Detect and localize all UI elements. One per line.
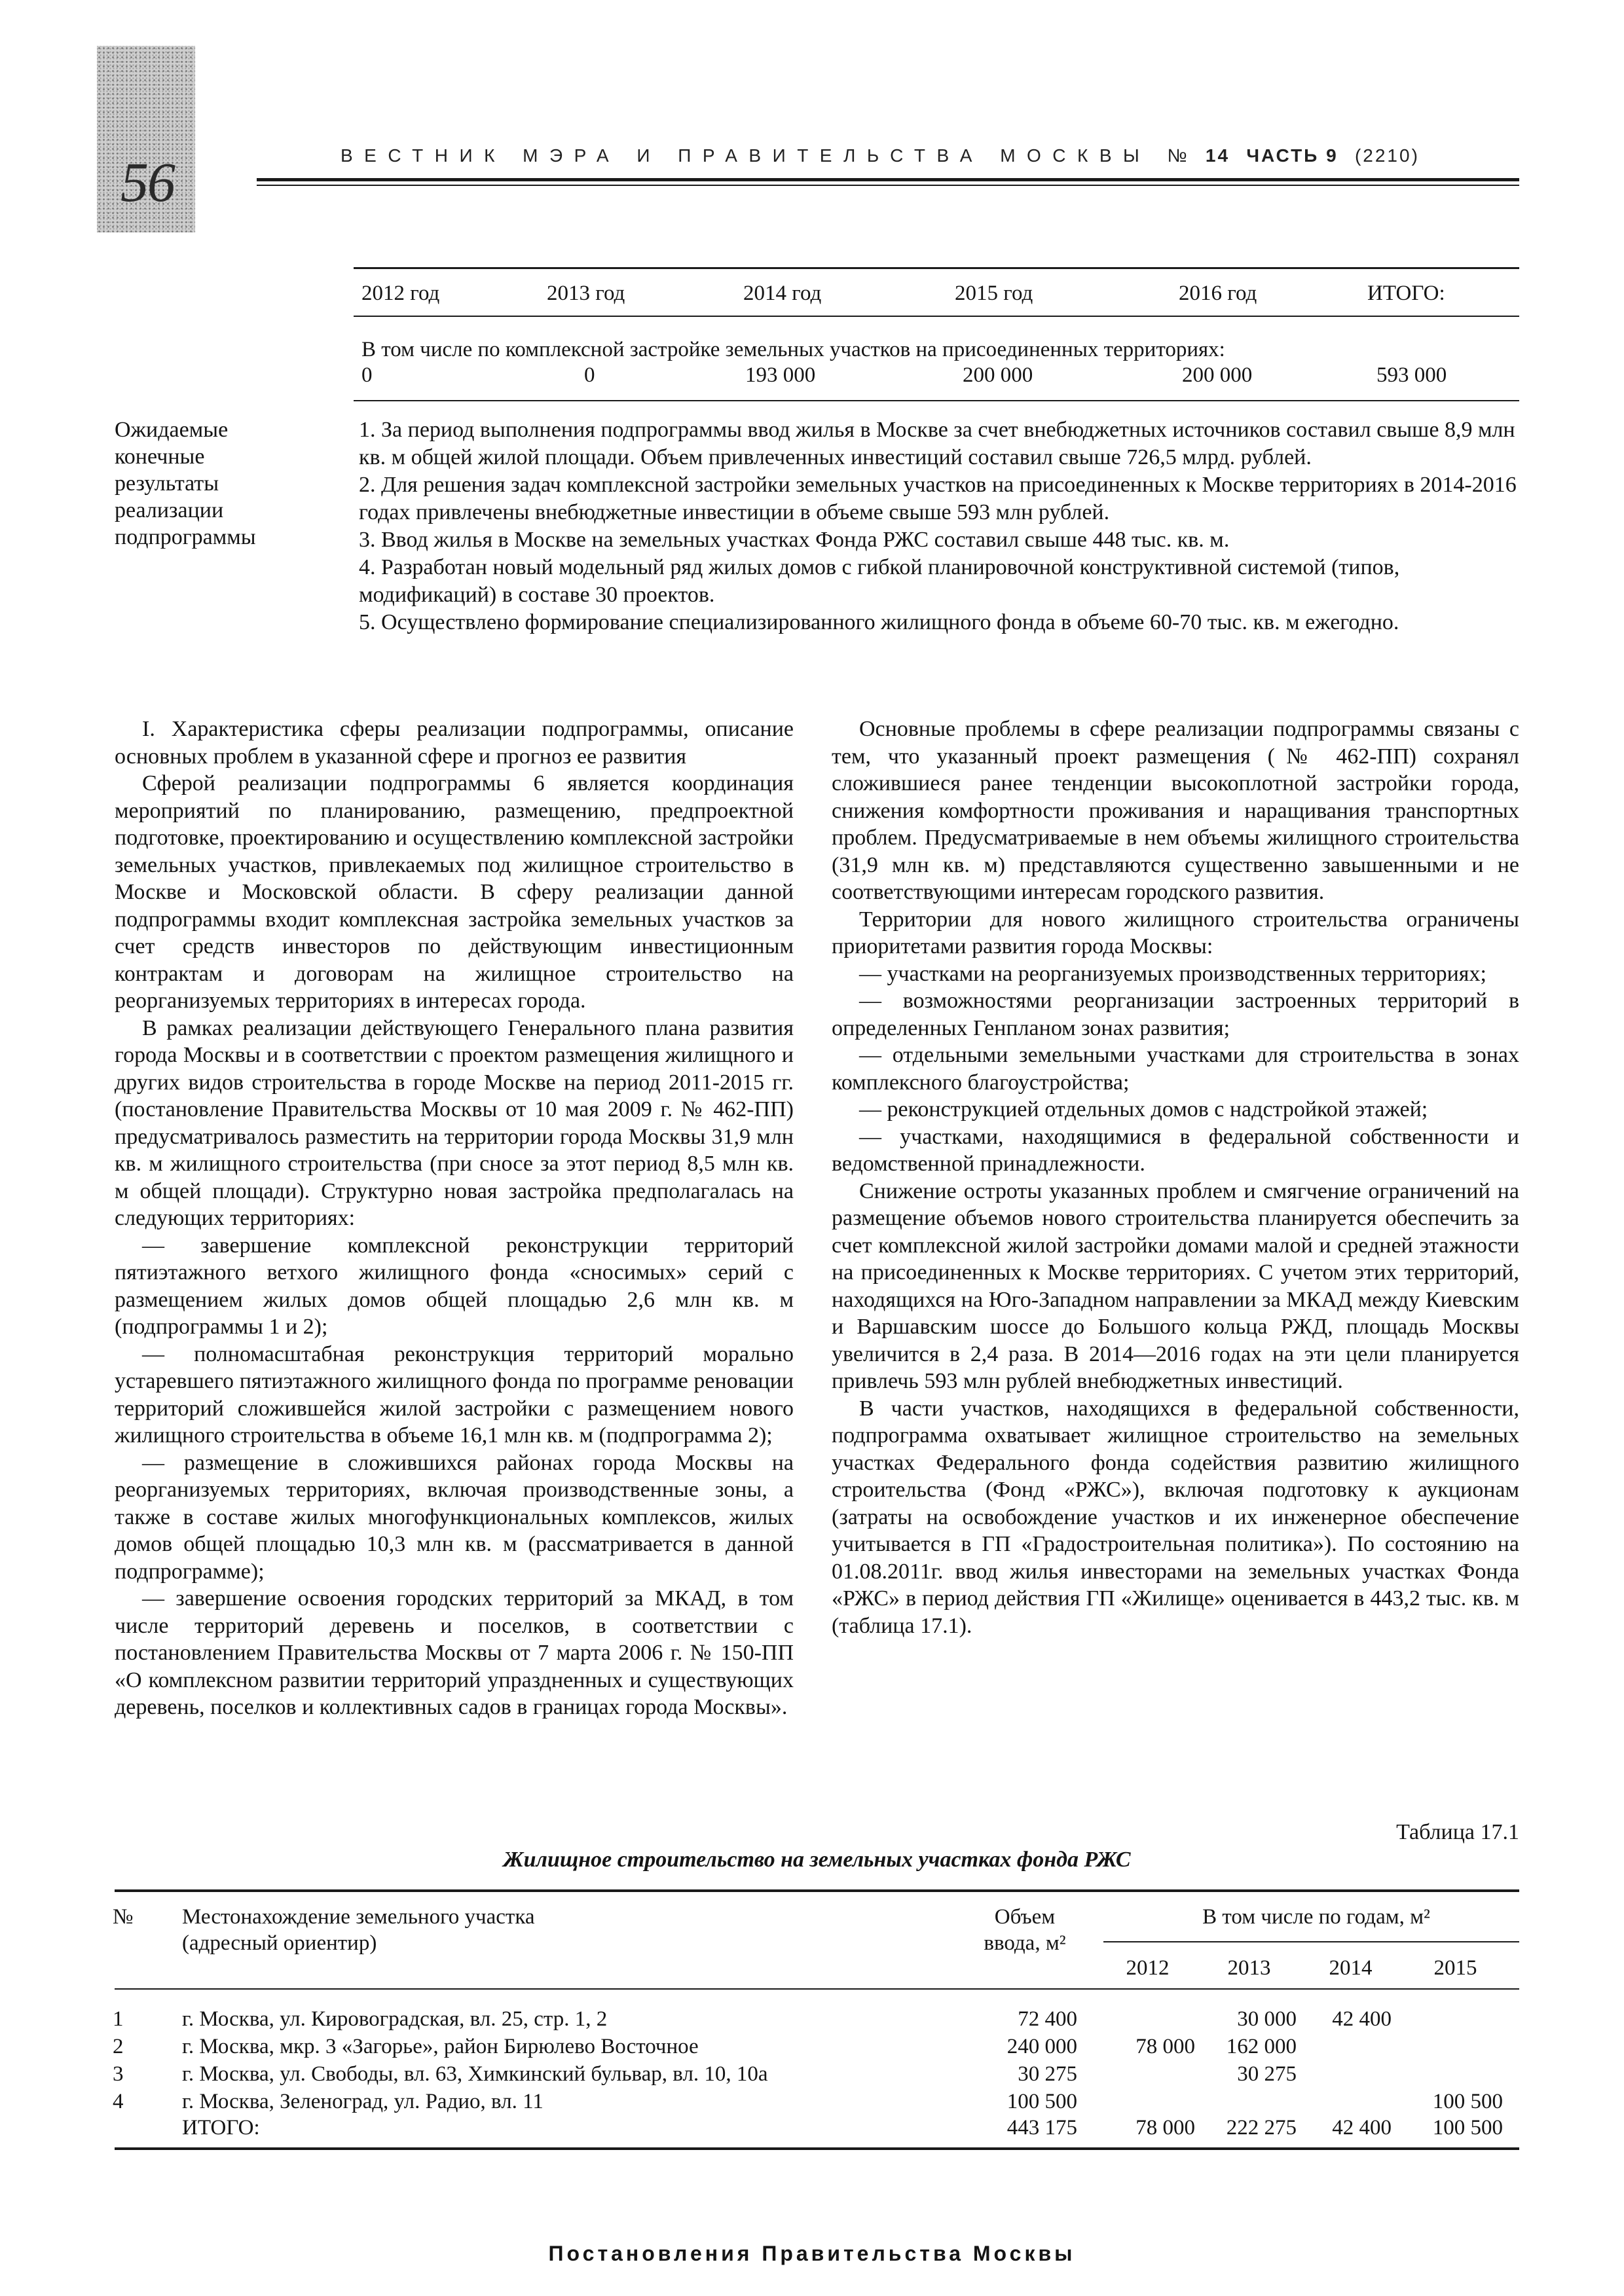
col-header-location-sub: (адресный ориентир) (182, 1931, 377, 1955)
paragraph: Снижение остроты указанных проблем и смягчение ограничений на размещение объемов нового строительства планируется обеспечить за счет комплексной жилой застройки домами малой и средней этажности на присоединенных к Москве территориях. С учетом этих территорий, находящихся на Юго-Западном направлении за МКАД между Киевским и Варшавским шоссе до Большого кольца РЖД, площадь Москвы увеличится в 2,4 раза. В 2014—2016 годах на эти цели планируется привлечь 593 млн рублей внебюджетных инвестиций. (832, 1178, 1519, 1393)
issue-part: ЧАСТЬ 9 (1246, 145, 1338, 166)
col-header-2015: 2015 (1433, 1956, 1477, 1980)
table-cell-2014: 42 400 (1332, 2007, 1392, 2031)
table-total-2013: 222 275 (1226, 2116, 1297, 2140)
col-header-no: № (113, 1905, 134, 1929)
table-total-2014: 42 400 (1332, 2116, 1392, 2140)
col-header-volume: Объем (994, 1905, 1056, 1929)
year-header-total: ИТОГО: (1367, 282, 1445, 305)
result-item: 5. Осуществлено формирование специализированного жилищного фонда в объеме 60-70 тыс. кв. м ежегодно. (359, 610, 1399, 634)
page-number: 56 (120, 151, 174, 213)
table-cell-volume: 240 000 (1006, 2035, 1077, 2058)
table-cell-no: 3 (113, 2062, 124, 2086)
list-item: — участками на реорганизуемых производственных территориях; (859, 961, 1486, 986)
year-header-2016: 2016 год (1179, 282, 1257, 305)
paragraph: Сферой реализации подпрограммы 6 является координация мероприятий по планированию, размещению, предпроектной подготовке, проектированию и осуществлению комплексной застройки земельных участков, привлекаемых под жилищное строительство в Москве и Московской области. В сферу реализации данной подпрограммы входит комплексная застройка земельных участков за счет средств инвесторов по действующим инвестиционным контрактам и договорам на жилищное строительство на реорганизуемых территориях в интересах города. (115, 771, 794, 1013)
table-total-label: ИТОГО: (182, 2116, 260, 2140)
table-bottom-rule (115, 2147, 1519, 2150)
table-number: Таблица 17.1 (1396, 1820, 1519, 1844)
paragraph: В рамках реализации действующего Генерального плана развития города Москвы и в соответствии с проектом размещения жилищного и других видов строительства в городе Москве на период 2011-2015 гг. (постановление Правительства Москвы от 10 мая 2009 г. № 462-ПП) предусматривалось разместить на территории города Москвы 31,9 млн кв. м жилищного строительства (при сносе за этот период 8,5 млн кв. м общей площади). Структурно новая застройка предполагалась на следующих территориях: (115, 1015, 794, 1230)
list-item: — участками, находящимися в федеральной собственности и ведомственной принадлежности. (832, 1124, 1519, 1176)
table-cell-location: г. Москва, мкр. 3 «Загорье», район Бирюлево Восточное (182, 2035, 699, 2058)
journal-title: ВЕСТНИК МЭРА И ПРАВИТЕЛЬСТВА МОСКВЫ (341, 145, 1151, 166)
list-item: — размещение в сложившихся районах города Москвы на реорганизуемых территориях, включая производственные зоны, а также в составе жилых многофункциональных комплексов, жилых домов общей площадью 10,3 млн кв. м (рассматривается в данной подпрограмме); (115, 1450, 794, 1584)
list-item: — завершение освоения городских территорий за МКАД, в том числе территорий деревень и поселков, в соответствии с постановлением Правительства Москвы от 7 марта 2006 г. № 150-ПП «О комплексном развитии территорий упраздненных и существующих деревень, поселков и коллективных садов в границах города Москвы». (115, 1586, 794, 1719)
list-item: — возможностями реорганизации застроенных территорий в определенных Генпланом зонах развития; (832, 989, 1519, 1040)
body-column-left (115, 716, 794, 1721)
value-2015: 200 000 (963, 363, 1033, 387)
paragraph: Территории для нового жилищного строительства ограничены приоритетами развития города Москвы: (832, 907, 1519, 958)
table-total-volume: 443 175 (1006, 2116, 1077, 2140)
table-cell-no: 2 (113, 2035, 124, 2058)
table-cell-location: г. Москва, ул. Свободы, вл. 63, Химкинский бульвар, вл. 10, 10а (182, 2062, 768, 2086)
value-2016: 200 000 (1182, 363, 1253, 387)
page-footer: Постановления Правительства Москвы (548, 2242, 1076, 2265)
passport-top-rule (354, 267, 1519, 269)
table-cell-volume: 30 275 (1018, 2062, 1077, 2086)
value-2013: 0 (584, 363, 595, 387)
table-cell-no: 1 (113, 2007, 124, 2031)
table-total-2012: 78 000 (1135, 2116, 1195, 2140)
table-cell-volume: 100 500 (1006, 2090, 1077, 2113)
result-item: 3. Ввод жилья в Москве на земельных участках Фонда РЖС составил свыше 448 тыс. кв. м. (359, 528, 1230, 552)
issue-sign: № (1167, 145, 1189, 166)
table-header-rule (115, 1988, 1519, 1990)
table-cell-location: г. Москва, Зеленоград, ул. Радио, вл. 11 (182, 2090, 544, 2113)
issue-total: (2210) (1354, 145, 1420, 166)
col-header-2013: 2013 (1227, 1956, 1271, 1980)
result-item: 4. Разработан новый модельный ряд жилых домов с гибкой планировочной конструктивной системой (типов, модификаций) в составе 30 проектов. (359, 555, 1400, 607)
year-header-2015: 2015 год (955, 282, 1033, 305)
issue-number: 14 (1205, 145, 1230, 166)
col-header-location: Местонахождение земельного участка (182, 1905, 535, 1929)
table-title: Жилищное строительство на земельных участках фонда РЖС (503, 1848, 1131, 1872)
value-2014: 193 000 (745, 363, 816, 387)
table-cell-2015: 100 500 (1432, 2090, 1503, 2113)
list-item: — полномасштабная реконструкция территорий морально устаревшего пятиэтажного жилищного фонда по программе реновации территорий сложившейся жилой застройки с размещением нового жилищного строительства в объеме 16,1 млн кв. м (подпрограмма 2); (115, 1341, 794, 1448)
table-cell-no: 4 (113, 2090, 124, 2113)
passport-note: В том числе по комплексной застройке земельных участков на присоединенных территориях: (361, 338, 1225, 361)
expected-results (359, 416, 1524, 636)
expected-results-label: Ожидаемые конечные результаты реализации подпрограммы (115, 418, 256, 549)
col-header-2012: 2012 (1126, 1956, 1170, 1980)
year-header-2012: 2012 год (361, 282, 440, 305)
passport-values-rule (354, 400, 1519, 401)
body-column-right (832, 716, 1519, 1639)
years-group-rule (1103, 1941, 1519, 1942)
table-cell-location: г. Москва, ул. Кировоградская, вл. 25, стр. 1, 2 (182, 2007, 608, 2031)
running-head (341, 145, 1519, 166)
table-cell-2013: 30 275 (1237, 2062, 1297, 2086)
result-item: 2. Для решения задач комплексной застройки земельных участков на присоединенных к Москве территориях в 2014-2016 годах привлечены внебюджетные инвестиции в объеме свыше 593 млн рублей. (359, 473, 1517, 524)
result-item: 1. За период выполнения подпрограммы ввод жилья в Москве за счет внебюджетных источников составил свыше 8,9 млн кв. м общей жилой площади. Объем привлеченных инвестиций составил свыше 726,5 млрд. рублей. (359, 418, 1515, 469)
value-total: 593 000 (1376, 363, 1447, 387)
col-header-years-group: В том числе по годам, м² (1202, 1905, 1430, 1929)
header-rule (257, 178, 1519, 181)
section-heading: I. Характеристика сферы реализации подпрограммы, описание основных проблем в указанной сфере и прогноз ее развития (115, 717, 794, 769)
year-header-2013: 2013 год (547, 282, 625, 305)
col-header-2014: 2014 (1329, 1956, 1373, 1980)
value-2012: 0 (361, 363, 373, 387)
passport-header-rule (354, 316, 1519, 317)
col-header-volume-sub: ввода, м² (984, 1931, 1066, 1955)
header-rule-thin (257, 185, 1519, 186)
paragraph: Основные проблемы в сфере реализации подпрограммы связаны с тем, что указанный проект размещения (№ 462-ПП) сохранял сложившиеся ранее тенденции высокоплотной застройки города, снижения комфортности проживания и наращивания транспортных проблем. Предусматриваемые в нем объемы жилищного строительства (31,9 млн кв. м) представляются существенно завышенными и не соответствующими интересам городского развития. (832, 717, 1519, 904)
table-cell-2013: 30 000 (1237, 2007, 1297, 2031)
list-item: — отдельными земельными участками для строительства в зонах комплексного благоустройства; (832, 1043, 1519, 1095)
year-header-2014: 2014 год (743, 282, 822, 305)
table-top-rule (115, 1889, 1519, 1892)
table-total-2015: 100 500 (1432, 2116, 1503, 2140)
paragraph: В части участков, находящихся в федеральной собственности, подпрограмма охватывает жилищное строительство на земельных участках Федерального фонда содействия развитию жилищного строительства (Фонд «РЖС»), включая подготовку к аукционам (затраты на освобождение участков и их инженерное обеспечение учитывается в ГП «Градостроительная политика»). По состоянию на 01.08.2011г. ввод жилья инвесторами на земельных участках Фонда «РЖС» в период действия ГП «Жилище» оценивается в 443,2 тыс. кв. м (таблица 17.1). (832, 1396, 1519, 1638)
list-item: — завершение комплексной реконструкции территорий пятиэтажного ветхого жилищного фонда «сносимых» серий с размещением жилых домов общей площадью 2,6 млн кв. м (подпрограммы 1 и 2); (115, 1233, 794, 1339)
table-cell-2012: 78 000 (1135, 2035, 1195, 2058)
list-item: — реконструкцией отдельных домов с надстройкой этажей; (859, 1097, 1428, 1121)
table-cell-volume: 72 400 (1018, 2007, 1077, 2031)
table-cell-2013: 162 000 (1226, 2035, 1297, 2058)
